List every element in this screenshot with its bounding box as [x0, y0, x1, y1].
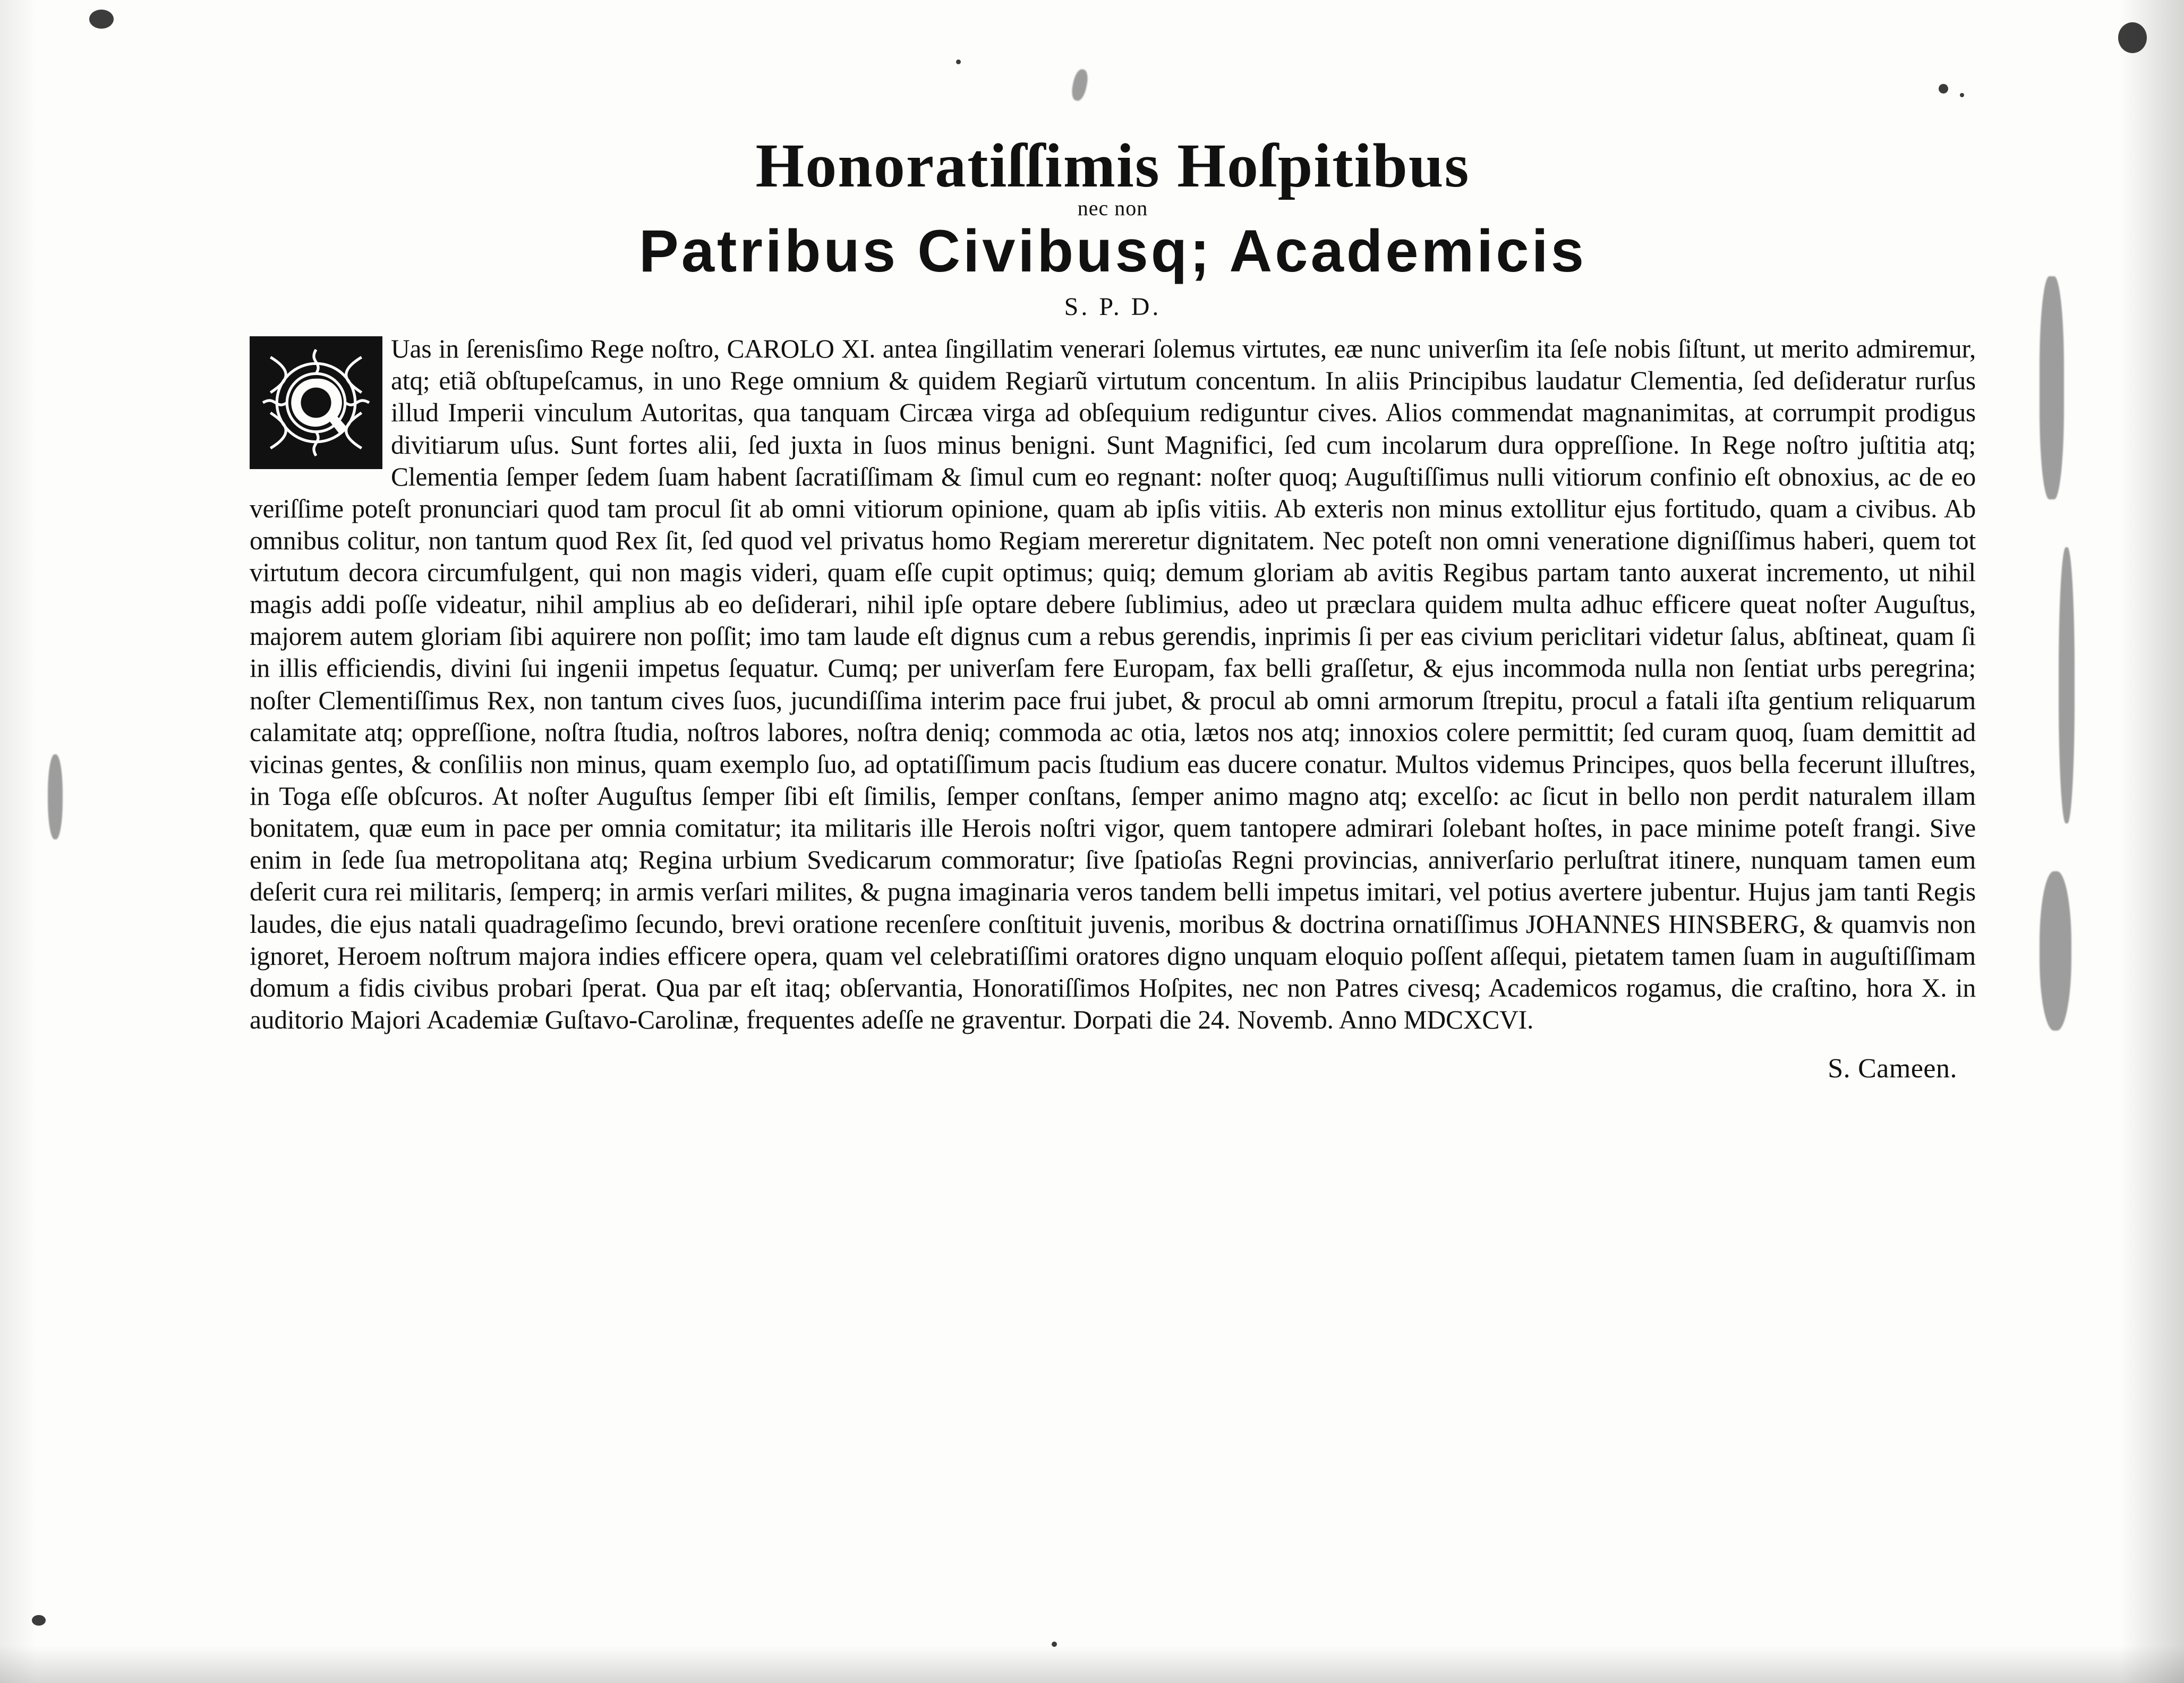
scan-smudge — [2059, 547, 2075, 823]
ink-speck — [89, 10, 114, 29]
signature: S. Cameen. — [1828, 1053, 1957, 1084]
ink-speck — [1960, 93, 1964, 97]
ink-speck — [1939, 84, 1948, 94]
scan-edge-shadow-right — [2120, 0, 2184, 1683]
scan-smudge — [2040, 871, 2071, 1031]
ink-speck — [2118, 22, 2147, 53]
scan-edge-shadow-left — [0, 0, 37, 1683]
scan-smudge — [1070, 68, 1090, 102]
salutation-abbreviation: S. P. D. — [1064, 293, 1162, 321]
document-content — [250, 133, 1976, 1085]
body-text-block — [250, 333, 1976, 1085]
body-paragraph: Uas in ſerenisſimo Rege noſtro, CAROLO XI. antea ſingillatim venerari ſolemus virtutes, eæ nunc univerſim ita ſeſe nobis ſiſtunt, ut merito admiremur, atq; etiã obſtupeſcamus, in uno Rege omnium & quidem Regiarũ virtutum concentum. In aliis Principibus laudatur Clementia, ſed deſideratur rurſus illud Imperii vinculum Autoritas, qua tanquam Circæa virga ad obſequium rediguntur cives. Alios commendat magnanimitas, at corrumpit prodigus divitiarum uſus. Sunt fortes alii, ſed juxta in ſuos minus benigni. Sunt Magnifici, ſed cum incolarum dura oppreſſione. In Rege noſtro juſtitia atq; Clementia ſemper ſedem ſuam habent ſacratiſſimam & ſimul cum eo regnant: noſter quoq; Auguſtiſſimus nulli vitiorum confinio eſt obnoxius, ac de eo veriſſime poteſt pronunciari quod tam procul ſit ab omni vitiorum opinione, quam ab ipſis vitiis. Ab exteris non minus extollitur ejus fortitudo, quam a civibus. Ab omnibus colitur, non tantum quod Rex ſit, ſed quod vel privatus homo Regiam mereretur dignitatem. Nec poteſt non omni veneratione digniſſimus haberi, quem tot virtutum decora circumfulgent, qui non magis videri, quam eſſe cupit optimus; quiq; demum gloriam ab avitis Regibus partam tanto auxerat incremento, ut nihil magis addi poſſe videatur, nihil amplius ab eo deſiderari, nihil ipſe optare debere ſublimius, adeo ut præclara quidem multa adhuc efficere queat noſter Auguſtus, majorem autem gloriam ſibi aquirere non poſſit; imo tam laude eſt dignus cum a rebus gerendis, inprimis ſi per eas civium periclitari videtur ſalus, abſtineat, quam ſi in illis efficiendis, divini ſui ingenii impetus ſequatur. Cumq; per univerſam fere Europam, fax belli graſſetur, & ejus incommoda nulla non ſentiat urbs peregrina; noſter Clementiſſimus Rex, non tantum cives ſuos, jucundiſſima interim pace frui jubet, & procul ab omni armorum ſtrepitu, procul a fatali iſta gentium reliquarum calamitate atq; oppreſſione, noſtra ſtudia, noſtros labores, noſtra deniq; commoda ac otia, lætos nos atq; innoxios colere permittit; ſed curam quoq, ſuam demittit ad vicinas gentes, & conſiliis non minus, quam exemplo ſuo, ad optatiſſimum pacis ſtudium eas ducere conatur. Multos videmus Principes, quos bella fecerunt illuſtres, in Toga eſſe obſcuros. At noſter Auguſtus ſemper ſibi eſt ſimilis, ſemper conſtans, ſemper animo magno atq; excelſo: ac ſicut in bello non perdit naturalem illam bonitatem, quæ eum in pace per omnia comitatur; ita militaris ille Herois noſtri vigor, quem tantopere admirari ſolebant hoſtes, in pace minime poteſt frangi. Sive enim in ſede ſua metropolitana atq; Regina urbium Svedicarum commoratur; ſive ſpatioſas Regni provincias, anniverſario perluſtrat itinere, nunquam tamen eum deſerit cura rei militaris, ſemperq; in armis verſari milites, & pugna imaginaria veros tandem belli impetus imitari, vel potius avertere jubentur. Hujus jam tanti Regis laudes, die ejus natali quadrageſimo ſecundo, brevi oratione recenſere conſtituit juvenis, moribus & doctrina ornatiſſimus JOHANNES HINSBERG, & quamvis non ignoret, Heroem noſtrum majora indies efficere opera, quam vel celebratiſſimi oratores digno unquam eloquio poſſent aſſequi, pietatem tamen ſuam in auguſtiſſimam domum a fidis civibus probari ſperat. Qua par eſt itaq; obſervantia, Honoratiſſimos Hoſpites, nec non Patres civesq; Academicos rogamus, die craſtino, hora X. in auditorio Majori Academiæ Guſtavo-Carolinæ, frequentes adeſſe ne graventur. Dorpati die 24. Novemb. Anno MDCXCVI. — [250, 334, 1976, 1035]
page-title-connector: nec non — [1077, 196, 1148, 220]
ink-speck — [956, 60, 961, 64]
page-title-line-2: Patribus Civibusq; Academicis — [639, 217, 1586, 284]
decorated-initial-ornament-icon — [250, 336, 382, 469]
scan-edge-shadow-bottom — [0, 1646, 2184, 1683]
ink-speck — [1052, 1642, 1057, 1647]
scan-smudge — [48, 754, 63, 839]
ink-speck — [32, 1615, 46, 1626]
scan-smudge — [2040, 276, 2064, 499]
page-title-line-1: Honoratiſſimis Hoſpitibus — [755, 131, 1470, 200]
